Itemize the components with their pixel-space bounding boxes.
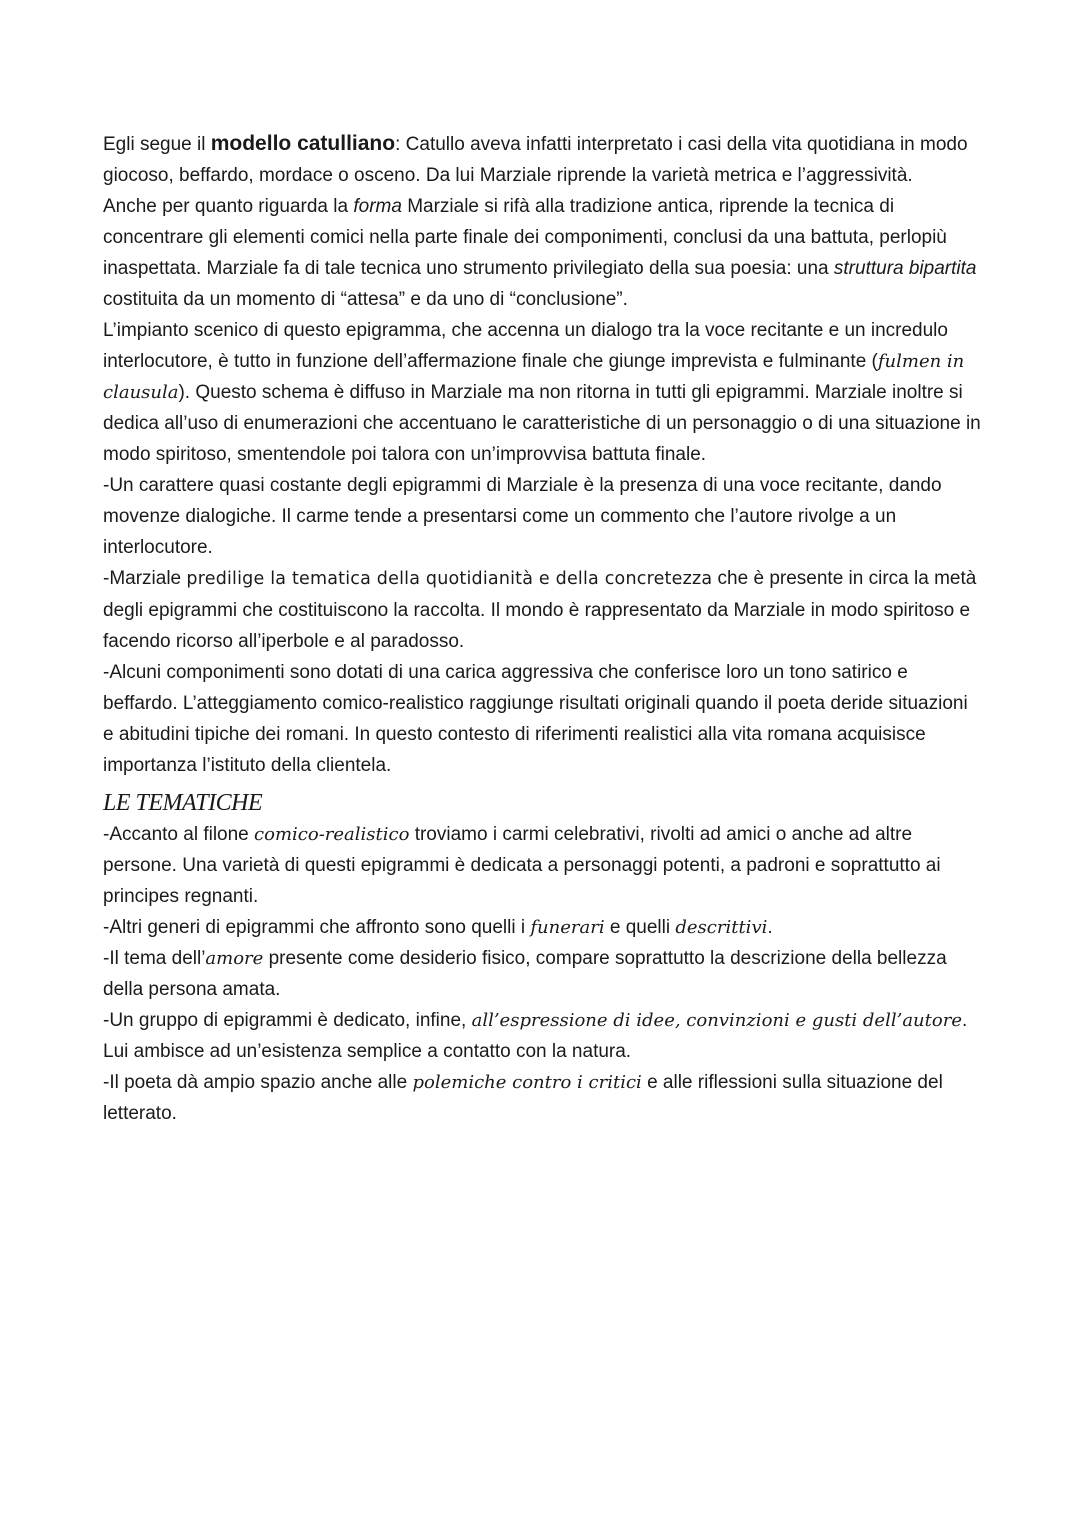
text-run: -Accanto al filone	[103, 824, 255, 845]
handwritten-term: funerari	[530, 917, 605, 938]
handwritten-term: comico-realistico	[254, 824, 410, 845]
document-page	[103, 128, 983, 1129]
handwritten-term: descrittivi	[675, 917, 768, 938]
handwritten-term: fulmen in clausula	[103, 351, 965, 403]
paragraph-quotidianita	[103, 563, 983, 657]
text-run: Egli segue il	[103, 134, 211, 155]
text-run: e alle riflessioni sulla situazione del letterato.	[103, 1072, 943, 1124]
text-run: -Il tema dell’	[103, 948, 206, 969]
text-run: Marziale si rifà alla tradizione antica, riprende la tecnica di concentrare gli elementi comici nella parte finale dei componimenti, conclusi da una battuta, perlopiù inaspettata. Marziale fa di tale tecnica uno strumento privilegiato della sua poesia: una	[103, 196, 947, 279]
italic-term: forma	[353, 196, 402, 217]
text-run: -Un gruppo di epigrammi è dedicato, infine,	[103, 1010, 472, 1031]
text-run: presente come desiderio fisico, compare soprattutto la descrizione della bellezza della persona amata.	[103, 948, 947, 1000]
text-run: ). Questo schema è diffuso in Marziale ma non ritorna in tutti gli epigrammi. Marziale inoltre si dedica all’uso di enumerazioni che accentuano le caratteristiche di un personaggio o di una situazione in modo spiritoso, smentendole poi talora con un’improvvisa battuta finale.	[103, 382, 981, 465]
handwritten-term: all’espressione di idee, convinzioni e gusti dell’autore	[471, 1010, 962, 1031]
paragraph-voce-recitante: -Un carattere quasi costante degli epigrammi di Marziale è la presenza di una voce recitante, dando movenze dialogiche. Il carme tende a presentarsi come un commento che l’autore rivolge a un interlocutore.	[103, 475, 942, 558]
section-title: LE TEMATICHE	[103, 790, 263, 816]
text-run: che è presente in circa la metà degli epigrammi che costituiscono la raccolta. Il mondo è rappresentato da Marziale in modo spiritoso e facendo ricorso all’iperbole e al paradosso.	[103, 568, 977, 652]
text-run: L’impianto scenico di questo epigramma, che accenna un dialogo tra la voce recitante e un incredulo interlocutore, è tutto in funzione dell’affermazione finale che giunge imprevista e fulminante (	[103, 320, 948, 372]
paragraph-polemiche	[103, 1067, 983, 1129]
handwritten-term: polemiche contro i critici	[412, 1072, 642, 1093]
text-run: Anche per quanto riguarda la	[103, 196, 354, 217]
handwritten-term: predilige la tematica della quotidianità e della concretezza	[186, 569, 713, 589]
text-run: -Altri generi di epigrammi che affronto sono quelli i	[103, 917, 531, 938]
paragraph-forma	[103, 191, 983, 315]
paragraph-impianto-scenico	[103, 315, 983, 470]
text-run: costituita da un momento di “attesa” e da uno di “conclusione”.	[103, 289, 628, 310]
paragraph-idee-autore	[103, 1005, 983, 1067]
paragraph-amore	[103, 943, 983, 1005]
bold-term: modello catulliano	[210, 132, 396, 155]
paragraph-carica-aggressiva: -Alcuni componimenti sono dotati di una carica aggressiva che conferisce loro un tono satirico e beffardo. L’atteggiamento comico-realistico raggiunge risultati originali quando il poeta deride situazioni e abitudini tipiche dei romani. In questo contesto di riferimenti realistici alla vita romana acquisisce importanza l’istituto della clientela.	[103, 662, 968, 776]
text-run: -Il poeta dà ampio spazio anche alle	[103, 1072, 413, 1093]
italic-term: struttura bipartita	[833, 258, 977, 279]
paragraph-modello-catulliano	[103, 128, 983, 191]
text-run: e quelli	[604, 917, 676, 938]
text-run: . Lui ambisce ad un’esistenza semplice a contatto con la natura.	[103, 1010, 968, 1062]
paragraph-comico-realistico	[103, 819, 983, 912]
text-run: -Marziale	[103, 568, 187, 589]
text-run: troviamo i carmi celebrativi, rivolti ad amici o anche ad altre persone. Una varietà di questi epigrammi è dedicata a personaggi potenti, a padroni e soprattutto ai principes regnanti.	[103, 824, 941, 907]
text-run: : Catullo aveva infatti interpretato i casi della vita quotidiana in modo giocoso, beffardo, mordace o osceno. Da lui Marziale riprende la varietà metrica e l’aggressività.	[103, 134, 968, 186]
handwritten-term: amore	[205, 948, 264, 969]
text-run: .	[767, 917, 773, 938]
paragraph-funerari-descrittivi	[103, 912, 983, 943]
